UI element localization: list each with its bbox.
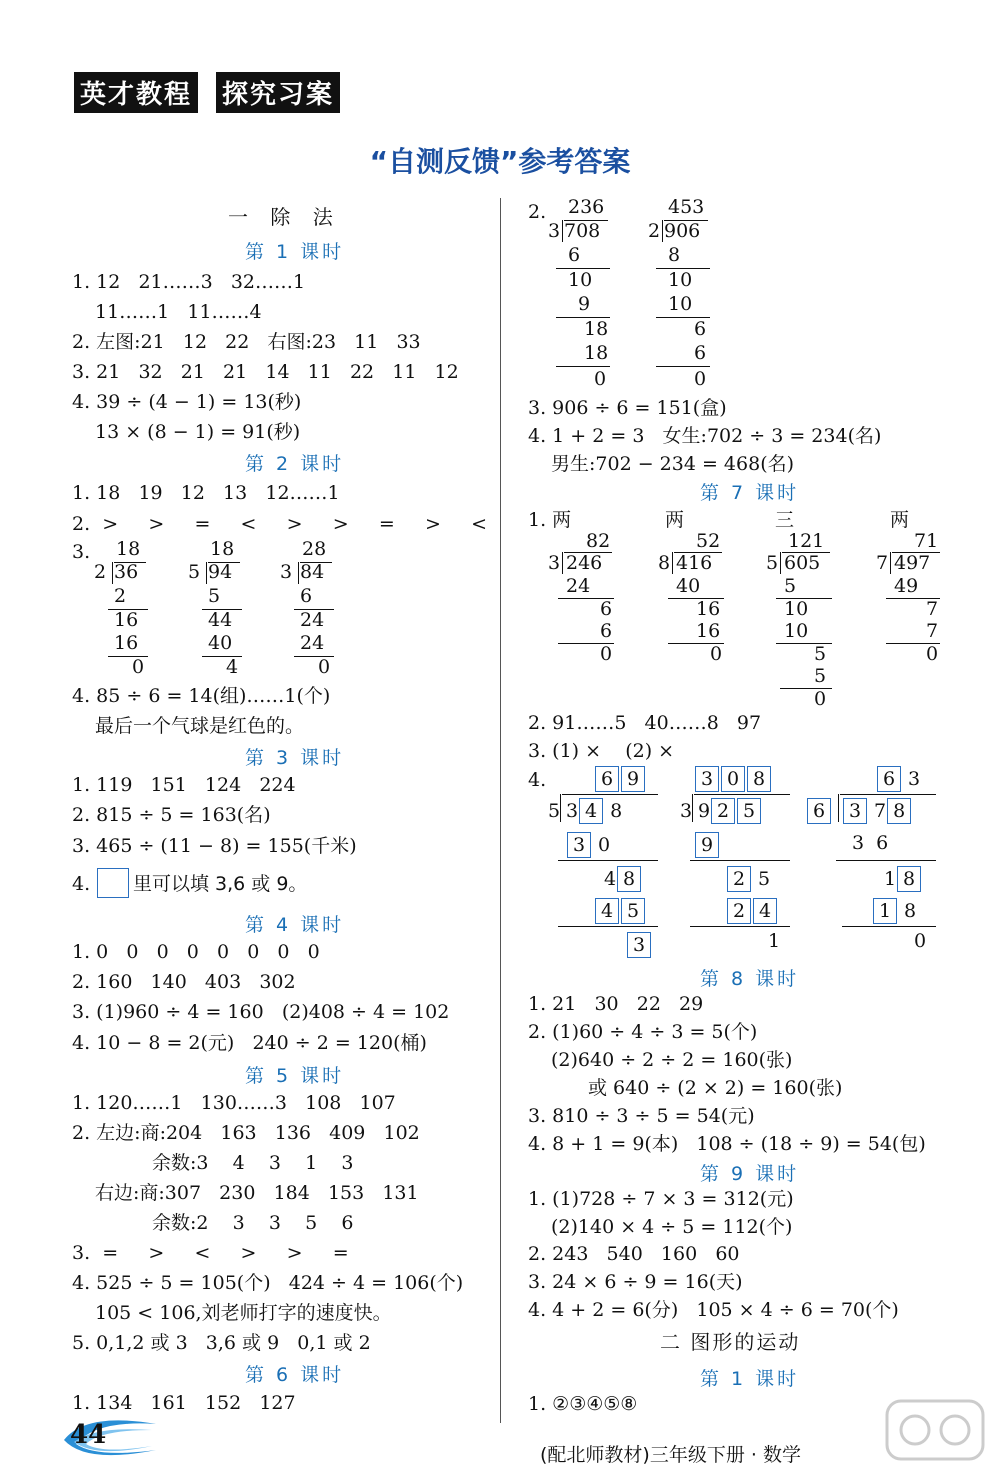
boxed-division-1: 6 9 5 3 4 8 3 0 4 8 4 5 3 — [548, 766, 663, 966]
answer-line: 余数:2 3 3 5 6 — [152, 1212, 354, 1234]
answer-line: 1. (1)728 ÷ 7 × 3 = 312(元) — [528, 1188, 794, 1210]
lesson-heading: 第 4 课时 — [245, 914, 345, 936]
answer-line: 2. — [528, 201, 547, 223]
answer-line: 或 640 ÷ (2 × 2) = 160(张) — [588, 1077, 843, 1099]
answer-line: 5. 0,1,2 或 3 3,6 或 9 0,1 或 2 — [72, 1332, 371, 1354]
long-division-906: 453 2 906 8 10 10 6 6 0 — [648, 196, 748, 396]
answer-line: 3. 810 ÷ 3 ÷ 5 = 54(元) — [528, 1105, 755, 1127]
long-division-708: 236 3 708 6 10 9 18 18 0 — [548, 196, 609, 390]
answer-line: 两 — [665, 509, 685, 531]
long-division-94: 18 5 94 5 44 40 4 — [188, 538, 258, 678]
answer-line: 4. 10 − 8 = 2(元) 240 ÷ 2 = 120(桶) — [72, 1032, 427, 1054]
answer-line: (2)140 × 4 ÷ 5 = 112(个) — [551, 1216, 793, 1238]
answer-line: 2. 91……5 40……8 97 — [528, 712, 762, 734]
long-division-497: 71 7 497 49 7 7 0 — [876, 530, 939, 665]
answer-line: 2. (1)60 ÷ 4 ÷ 3 = 5(个) — [528, 1021, 758, 1043]
answer-line: 3. 21 32 21 21 14 11 22 11 12 — [72, 361, 459, 383]
page-title: “自测反馈”参考答案 — [369, 145, 631, 178]
answer-line: 1. 119 151 124 224 — [72, 774, 296, 796]
answer-line: 2. 243 540 160 60 — [528, 1243, 740, 1265]
lesson-heading: 第 2 课时 — [245, 453, 345, 475]
answer-line: 1. 12 21……3 32……1 — [72, 271, 306, 293]
boxed-division-2: 3 0 8 3 9 2 5 9 2 5 2 4 1 — [680, 766, 795, 966]
answer-line: 最后一个气球是红色的。 — [95, 715, 305, 737]
page-number: 44 — [70, 1420, 107, 1450]
unit-heading-1: 一 除 法 — [228, 205, 341, 229]
answer-line: 3. 906 ÷ 6 = 151(盒) — [528, 397, 727, 419]
brand-left: 英才教程 — [74, 72, 198, 113]
brand-right: 探究习案 — [216, 72, 340, 113]
lesson-heading: 第 6 课时 — [245, 1364, 345, 1386]
answer-line: 105 < 106,刘老师打字的速度快。 — [95, 1302, 392, 1324]
answer-line: 4. 85 ÷ 6 = 14(组)……1(个) — [72, 685, 331, 707]
lesson-heading: 第 5 课时 — [245, 1065, 345, 1087]
answer-line: 2. 160 140 403 302 — [72, 971, 296, 993]
answer-line: 3. 24 × 6 ÷ 9 = 16(天) — [528, 1271, 743, 1293]
answer-line: 2. > > = < > > = > < — [72, 513, 488, 535]
answer-line: 3. (1)960 ÷ 4 = 160 (2)408 ÷ 4 = 102 — [72, 1001, 450, 1023]
answer-line: 1. 134 161 152 127 — [72, 1392, 296, 1414]
answer-line: 三 — [775, 509, 795, 531]
answer-line: 1. 120……1 130……3 108 107 — [72, 1092, 396, 1114]
answer-line: 1. 0 0 0 0 0 0 0 0 — [72, 941, 320, 963]
lesson-heading: 第 8 课时 — [700, 968, 800, 990]
boxed-division-3: 6 3 6 3 7 8 3 6 1 8 1 8 0 — [806, 766, 941, 966]
answer-line: 男生:702 − 234 = 468(名) — [551, 453, 795, 475]
answer-line: 3. = > < > > = — [72, 1242, 349, 1264]
long-division-246: 82 3 246 24 6 6 0 — [548, 530, 613, 665]
brand-header — [74, 72, 340, 113]
lesson-heading: 第 1 课时 — [245, 241, 345, 263]
footer-text: (配北师教材)三年级下册 · 数学 — [540, 1444, 801, 1466]
answer-line: 3. 465 ÷ (11 − 8) = 155(千米) — [72, 835, 357, 857]
answer-line: (2)640 ÷ 2 ÷ 2 = 160(张) — [551, 1049, 793, 1071]
lesson-heading: 第 9 课时 — [700, 1163, 800, 1185]
answer-line: 11……1 11……4 — [95, 301, 262, 323]
answer-line: 1. ②③④⑤⑧ — [528, 1393, 638, 1415]
answer-line: 2. 左图:21 12 22 右图:23 11 33 — [72, 331, 421, 353]
long-division-36: 18 2 36 2 16 16 0 — [94, 538, 164, 678]
answer-line: 4. 39 ÷ (4 − 1) = 13(秒) — [72, 391, 302, 413]
answer-line: 2. 左边:商:204 163 136 409 102 — [72, 1122, 420, 1144]
lesson-heading: 第 7 课时 — [700, 482, 800, 504]
answer-line: 余数:3 4 3 1 3 — [152, 1152, 354, 1174]
unit-heading-2: 二 图形的运动 — [660, 1330, 801, 1354]
answer-line: 4. — [528, 769, 547, 791]
long-division-84: 28 3 84 6 24 24 0 — [280, 538, 350, 678]
long-division-605: 121 5 605 5 10 10 5 5 0 — [766, 530, 856, 710]
answer-line: 1. 18 19 12 13 12……1 — [72, 482, 340, 504]
answer-line: 4. 4 + 2 = 6(分) 105 × 4 ÷ 6 = 70(个) — [528, 1299, 899, 1321]
answer-line: 4. 8 + 1 = 9(本) 108 ÷ (18 ÷ 9) = 54(包) — [528, 1133, 926, 1155]
answer-line: 3. — [72, 541, 91, 563]
answer-line: 4. 1 + 2 = 3 女生:702 ÷ 3 = 234(名) — [528, 425, 882, 447]
long-division-416: 52 8 416 40 16 16 0 — [658, 530, 723, 665]
answer-line: 1. 两 — [528, 509, 572, 531]
answer-line: 里可以填 3,6 或 9。 — [133, 873, 308, 895]
answer-line: 1. 21 30 22 29 — [528, 993, 704, 1015]
answer-line: 2. 815 ÷ 5 = 163(名) — [72, 804, 271, 826]
answer-line: 4. — [72, 873, 91, 895]
answer-line: 两 — [890, 509, 910, 531]
answer-line: 4. 525 ÷ 5 = 105(个) 424 ÷ 4 = 106(个) — [72, 1272, 464, 1294]
lesson-heading: 第 3 课时 — [245, 747, 345, 769]
answer-line: 右边:商:307 230 184 153 131 — [95, 1182, 419, 1204]
lesson-heading: 第 1 课时 — [700, 1368, 800, 1390]
answer-line: 13 × (8 − 1) = 91(秒) — [95, 421, 301, 443]
answer-line: 3. (1) × (2) × — [528, 740, 675, 762]
watermark-logo-icon — [885, 1395, 985, 1465]
blank-box — [97, 868, 129, 898]
column-divider — [500, 198, 501, 1423]
